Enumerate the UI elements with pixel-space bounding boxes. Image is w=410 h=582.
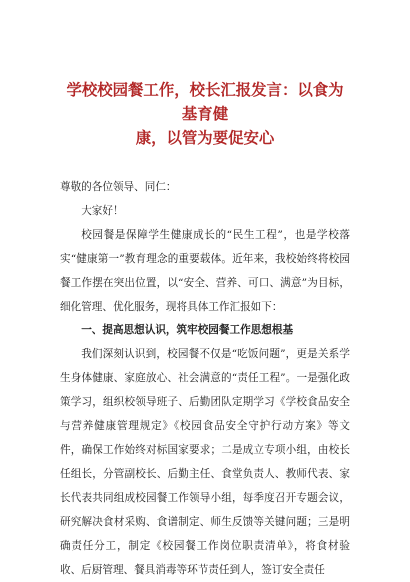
- section-1-heading: 一、提高思想认识，筑牢校园餐工作思想根基: [81, 324, 294, 337]
- greeting: 大家好！: [81, 204, 124, 217]
- title-line-1: 学校校园餐工作，校长汇报发言：以食为基育健: [66, 81, 344, 123]
- title-line-2: 康，以管为要促安心: [135, 129, 275, 147]
- document-title: [60, 78, 350, 150]
- section-1-paragraph: 我们深刻认识到，校园餐不仅是“吃饭问题”，更是关系学生身体健康、家庭放心、社会满意的“责任工程”。一是强化政策学习，组织校领导班子、后勤团队定期学习《学校食品安全与营养健康管理规定》《校园食品安全守护行动方案》等文件，确保工作始终对标国家要求；二是成立专项小组，由校长任组长，分管副校长、后勤主任、食堂负责人、教师代表、家长代表共同组成校园餐工作领导小组，每季度召开专题会议，研究解决食材采购、食谱制定、师生反馈等关键问题；三是明确责任分工，制定《校园餐工作岗位职责清单》，将食材验收、后厨管理、餐具消毒等环节责任到人，签订安全责任: [60, 348, 350, 576]
- salutation: 尊敬的各位领导、同仁：: [60, 181, 177, 193]
- intro-paragraph: 校园餐是保障学生健康成长的“民生工程”，也是学校落实“健康第一”教育理念的重要载体。近年来，我校始终将校园餐工作摆在突出位置，以“安全、营养、可口、满意”为目标，细化管理、优化服务，现将具体工作汇报如下：: [60, 228, 350, 313]
- document-body: [60, 176, 350, 582]
